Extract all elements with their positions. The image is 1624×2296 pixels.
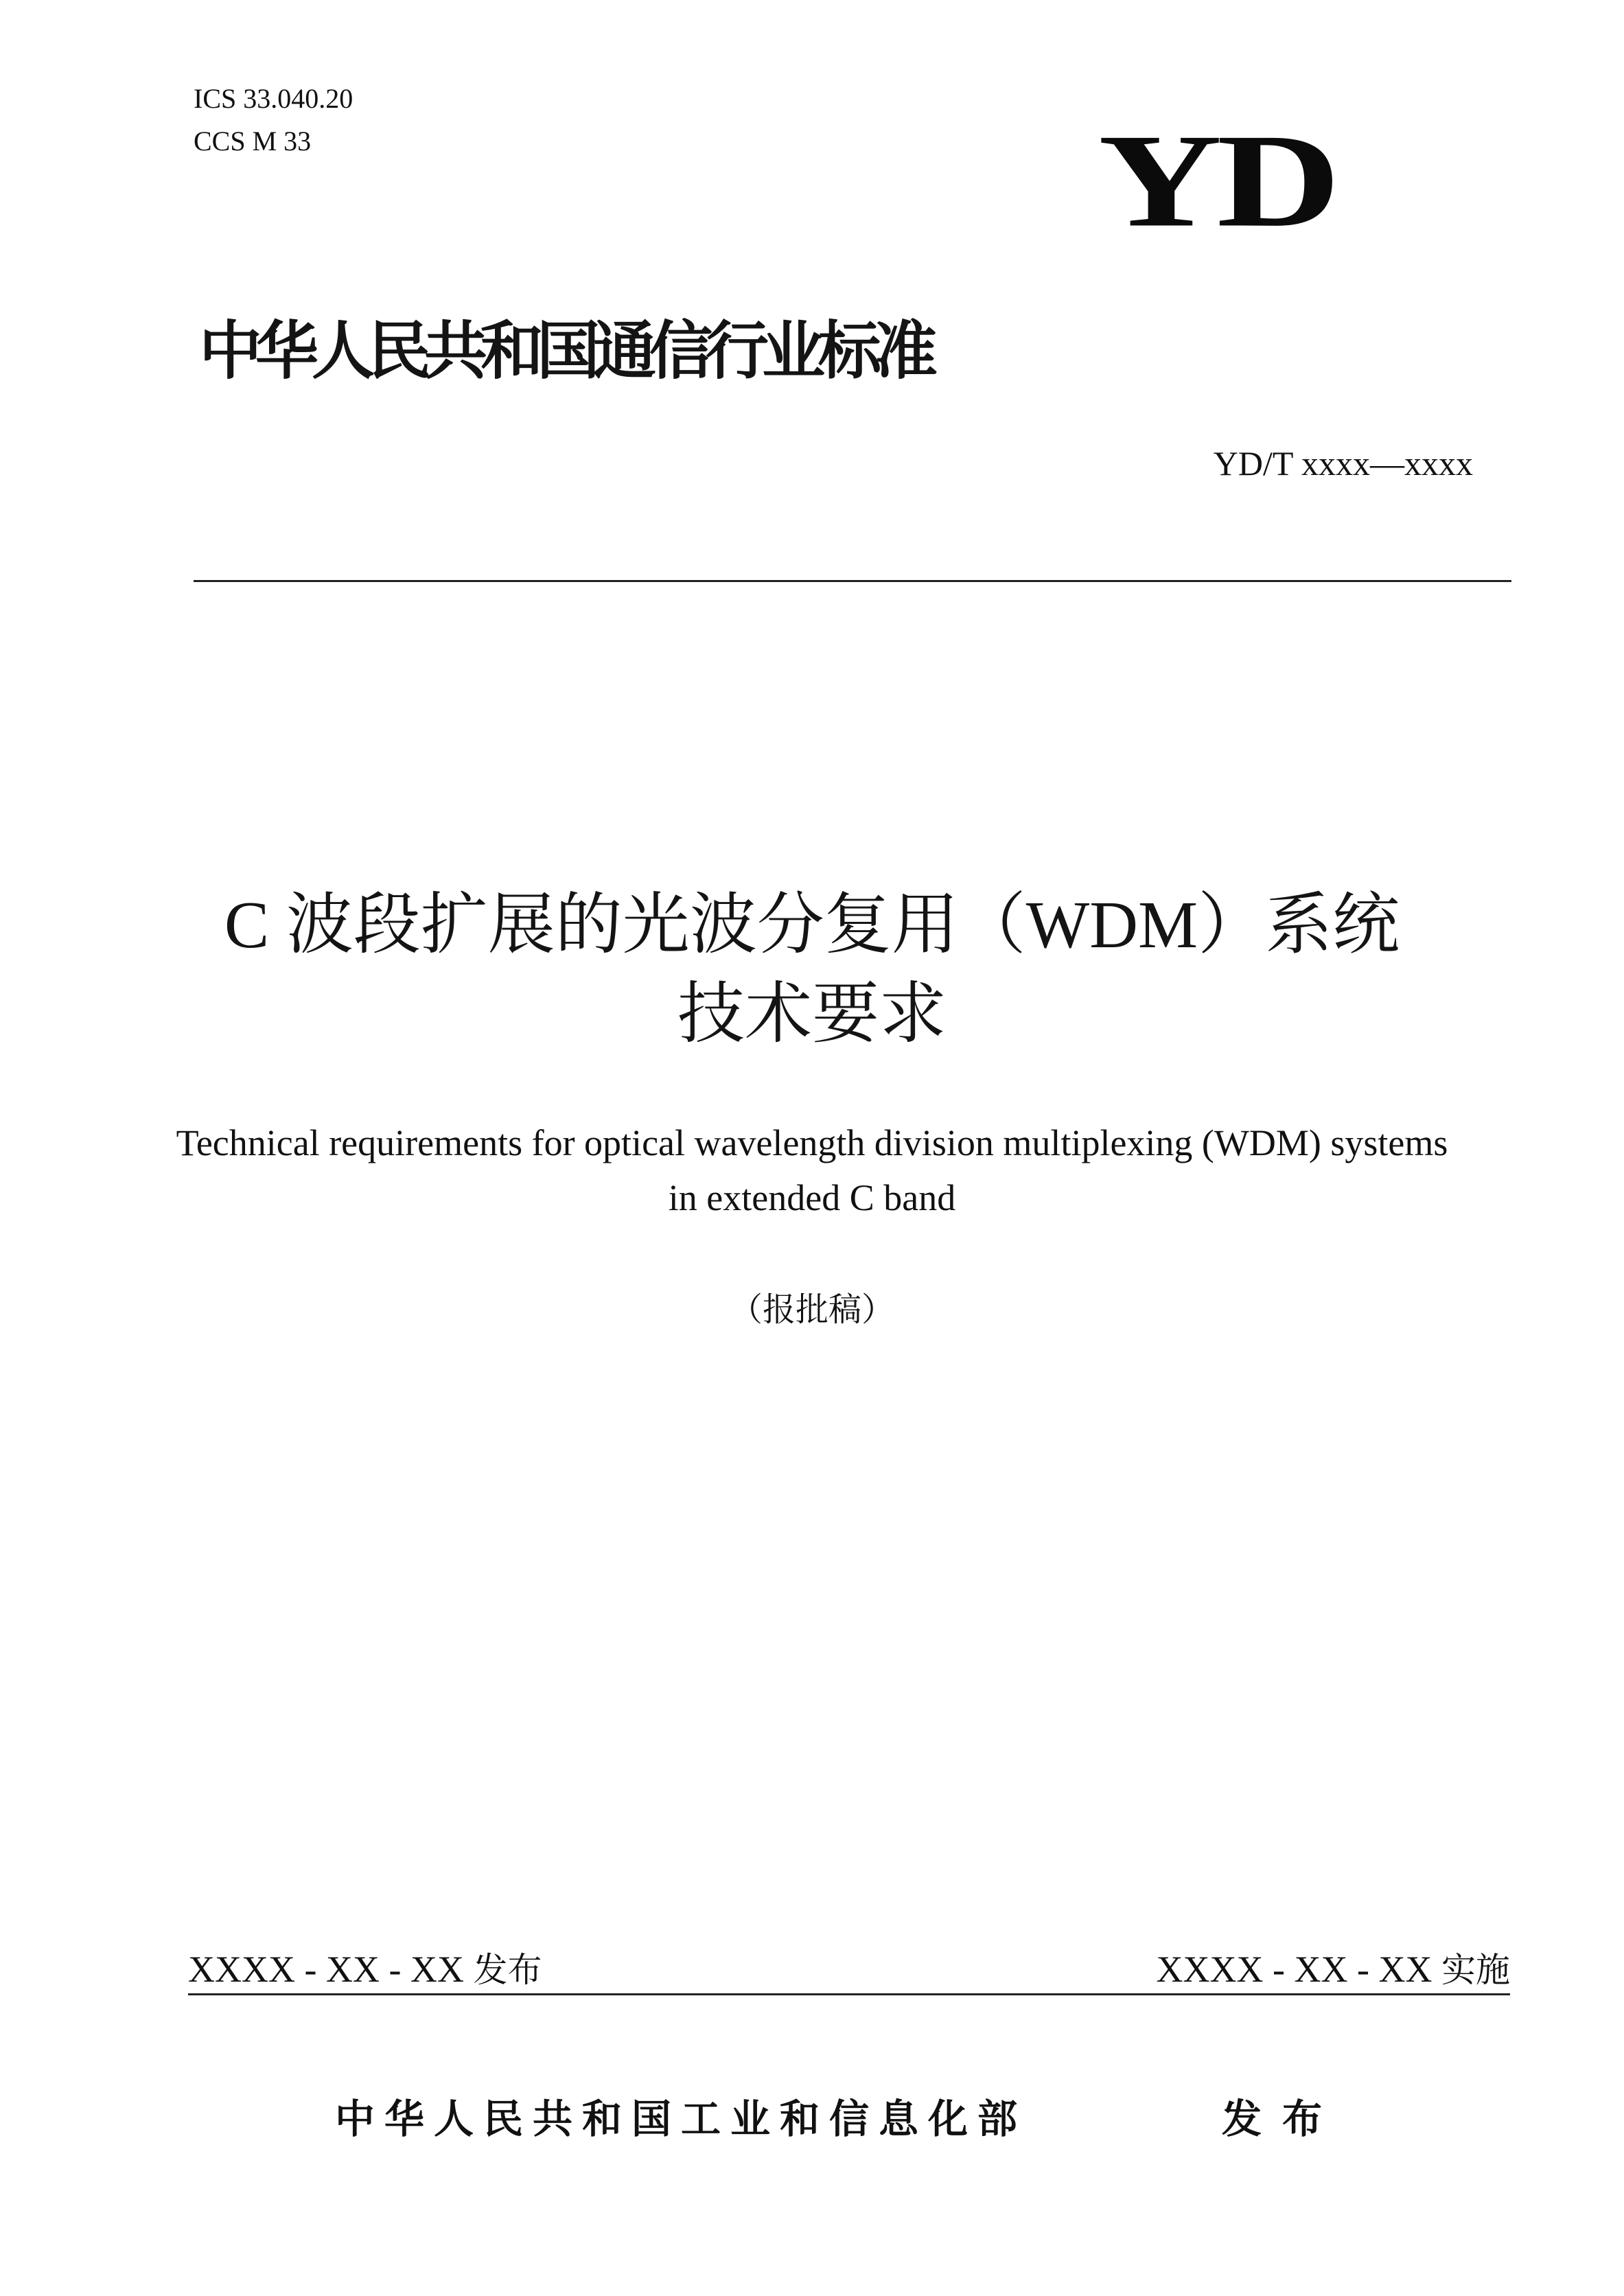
english-title-line-2: in extended C band — [668, 1177, 956, 1218]
english-title-line-1: Technical requirements for optical wavelength division multiplexing (WDM) systems — [176, 1122, 1448, 1163]
chinese-title-line-1 — [126, 885, 1498, 964]
issuing-authority: 中华人民共和国工业和信息化部 — [335, 2096, 1028, 2142]
ccs-code: CCS M 33 — [194, 126, 312, 156]
chinese-title-line-2: 技术要求 — [677, 975, 947, 1053]
effective-date — [1157, 1951, 1510, 1988]
title-suffix-text: ）系统 — [1198, 885, 1400, 964]
yd-logo: YD — [1098, 106, 1336, 255]
publish-date-label: 发布 — [473, 1950, 542, 1990]
effective-date-label: 实施 — [1441, 1950, 1510, 1990]
title-wdm-abbr: WDM — [1025, 888, 1198, 962]
footer-divider — [188, 1993, 1510, 1995]
standard-type-heading: 中华人民共和国通信行业标准 — [199, 314, 931, 388]
ics-code: ICS 33.040.20 — [194, 83, 353, 114]
effective-date-value: XXXX - XX - XX — [1156, 1949, 1441, 1990]
publish-date — [188, 1951, 542, 1988]
title-main-text: 波段扩展的光波分复用（ — [286, 885, 1026, 964]
standard-number: YD/T xxxx—xxxx — [1213, 444, 1473, 483]
title-band-letter: C — [224, 888, 286, 962]
header-divider — [194, 580, 1511, 582]
draft-status: （报批稿） — [729, 1290, 894, 1329]
publish-date-value: XXXX - XX - XX — [188, 1949, 474, 1990]
issue-label: 发布 — [1222, 2096, 1343, 2142]
